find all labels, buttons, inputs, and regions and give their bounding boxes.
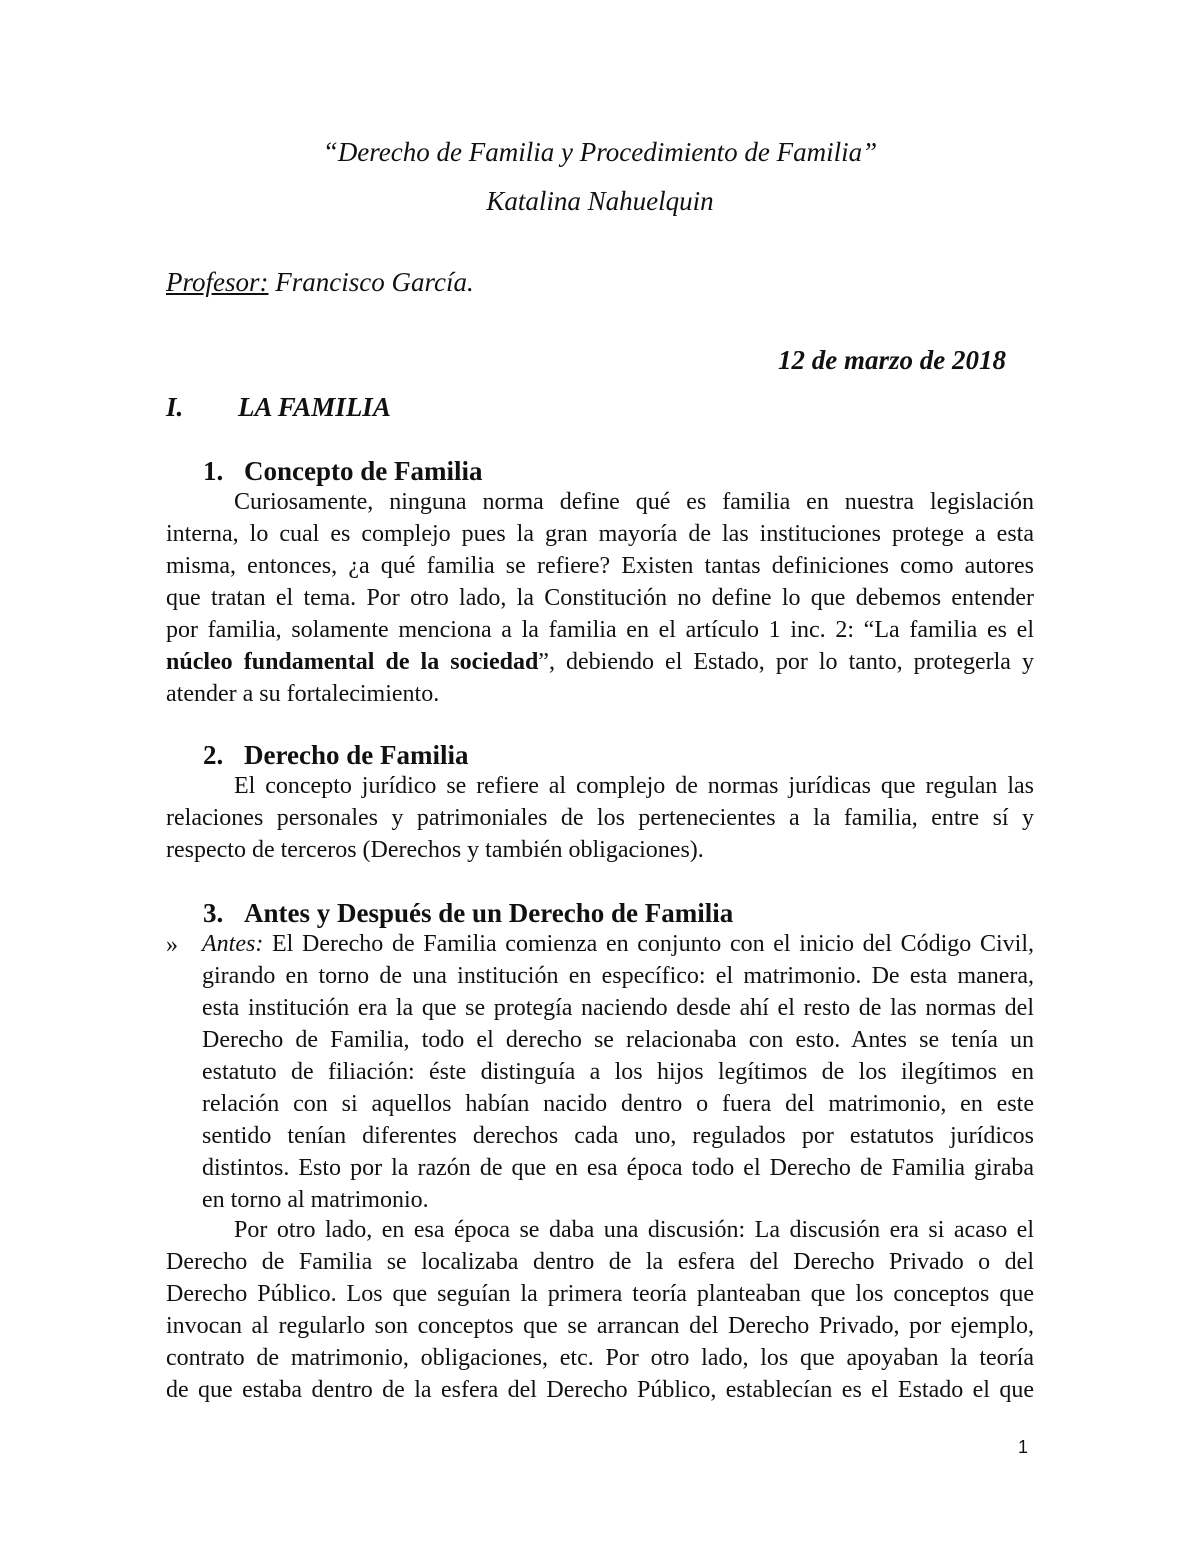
- text-line: girando en torno de una institución en específico: el matrimonio. De esta manera,: [202, 963, 1034, 989]
- text-line: Por otro lado, en esa época se daba una discusión: La discusión era si acaso el: [234, 1217, 1034, 1243]
- text-line: [202, 928, 1034, 960]
- text-line: en torno al matrimonio.: [202, 1187, 429, 1213]
- heading-concepto-de-familia: [203, 456, 483, 487]
- text-line: relaciones personales y patrimoniales de los pertenecientes a la familia, entre sí y: [166, 805, 1034, 831]
- page-number: 1: [1018, 1437, 1029, 1457]
- section-number: I.: [166, 392, 184, 422]
- bullet-first-text: El Derecho de Familia comienza en conjunto con el inicio del Código Civil,: [263, 931, 1034, 957]
- text-line: misma, entonces, ¿a qué familia se refiere? Existen tantas definiciones como autores: [166, 553, 1034, 579]
- paragraph-concepto: [166, 486, 1034, 710]
- text-line: sentido tenían diferentes derechos cada uno, regulados por estatutos jurídicos: [202, 1123, 1034, 1149]
- document-date: 12 de marzo de 2018: [778, 345, 1006, 375]
- text-line: atender a su fortalecimiento.: [166, 681, 440, 707]
- professor-label: Profesor:: [166, 267, 269, 297]
- heading-number: 2.: [203, 740, 224, 770]
- text-line: [166, 646, 1034, 678]
- heading-number: 1.: [203, 456, 224, 486]
- quote-bold: núcleo fundamental de la sociedad: [166, 649, 539, 675]
- section-heading: [166, 392, 391, 423]
- text-line: invocan al regularlo son conceptos que se arrancan del Derecho Privado, por ejemplo,: [166, 1313, 1034, 1339]
- professor-name: Francisco García.: [268, 267, 474, 297]
- paragraph-derecho: [166, 770, 1034, 866]
- text-line: por familia, solamente menciona a la familia en el artículo 1 inc. 2: “La familia es el: [166, 617, 1034, 643]
- heading-text: Antes y Después de un Derecho de Familia: [244, 898, 734, 928]
- text-line: Curiosamente, ninguna norma define qué es familia en nuestra legislación: [234, 489, 1034, 515]
- bullet-label: Antes:: [202, 931, 264, 957]
- heading-text: Derecho de Familia: [244, 740, 469, 770]
- heading-derecho-de-familia: [203, 740, 469, 771]
- text-line: interna, lo cual es complejo pues la gran mayoría de las instituciones protege a esta: [166, 521, 1034, 547]
- paragraph-discusion: [166, 1214, 1034, 1406]
- author-name: Katalina Nahuelquin: [486, 186, 714, 216]
- heading-number: 3.: [203, 898, 224, 928]
- professor-line: [166, 267, 474, 298]
- bullet-marker: »: [166, 932, 178, 958]
- text-line: Derecho de Familia se localizaba dentro de la esfera del Derecho Privado o del: [166, 1249, 1034, 1275]
- text-line: Derecho de Familia, todo el derecho se relacionaba con esto. Antes se tenía un: [202, 1027, 1034, 1053]
- text-line: estatuto de filiación: éste distinguía a los hijos legítimos de los ilegítimos en: [202, 1059, 1034, 1085]
- text-line: que tratan el tema. Por otro lado, la Constitución no define lo que debemos entender: [166, 585, 1034, 611]
- heading-antes-y-despues: [203, 898, 734, 929]
- bullet-antes: [202, 928, 1034, 1216]
- document-title: “Derecho de Familia y Procedimiento de Familia”: [322, 137, 878, 167]
- text-line: relación con si aquellos habían nacido dentro o fuera del matrimonio, en este: [202, 1091, 1034, 1117]
- text-line: contrato de matrimonio, obligaciones, etc. Por otro lado, los que apoyaban la teoría: [166, 1345, 1034, 1371]
- section-title: LA FAMILIA: [238, 392, 391, 422]
- text-line: respecto de terceros (Derechos y también obligaciones).: [166, 837, 704, 863]
- quote-rest: ”, debiendo el Estado, por lo tanto, protegerla y: [538, 649, 1034, 675]
- heading-text: Concepto de Familia: [244, 456, 483, 486]
- text-line: Derecho Público. Los que seguían la primera teoría planteaban que los conceptos que: [166, 1281, 1034, 1307]
- text-line: de que estaba dentro de la esfera del Derecho Público, establecían es el Estado el que: [166, 1377, 1034, 1403]
- text-line: distintos. Esto por la razón de que en esa época todo el Derecho de Familia giraba: [202, 1155, 1034, 1181]
- text-line: El concepto jurídico se refiere al complejo de normas jurídicas que regulan las: [234, 773, 1034, 799]
- text-line: esta institución era la que se protegía naciendo desde ahí el resto de las normas del: [202, 995, 1034, 1021]
